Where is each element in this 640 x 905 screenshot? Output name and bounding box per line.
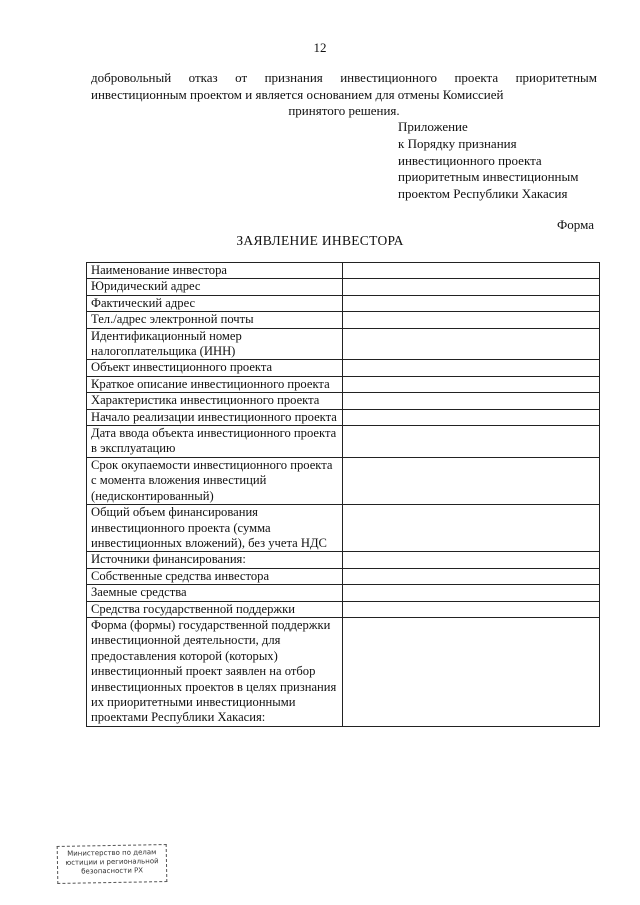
table-row: [87, 585, 600, 601]
row-value-field[interactable]: [343, 263, 600, 279]
row-label: Тел./адрес электронной почты: [87, 312, 343, 328]
row-label: Идентификационный номер налогоплательщика (ИНН): [87, 328, 343, 360]
stamp-line: Министерство по делам: [67, 848, 157, 858]
row-value-field[interactable]: [343, 312, 600, 328]
table-row: [87, 552, 600, 568]
appendix-line: инвестиционного проекта: [398, 152, 542, 168]
table-row: [87, 328, 600, 360]
appendix-line: Приложение: [398, 119, 468, 134]
row-label: Краткое описание инвестиционного проекта: [87, 376, 343, 392]
row-value-field[interactable]: [343, 585, 600, 601]
investor-application-table: [86, 262, 600, 727]
row-value-field[interactable]: [343, 457, 600, 504]
row-label: Источники финансирования:: [87, 552, 343, 568]
intro-last-line: принятого решения.: [288, 103, 400, 118]
appendix-note: [398, 119, 578, 203]
table-row: [87, 617, 600, 726]
row-label: Собственные средства инвестора: [87, 568, 343, 584]
table-row: [87, 426, 600, 458]
row-label: Фактический адрес: [87, 295, 343, 311]
row-value-field[interactable]: [343, 505, 600, 552]
row-label: Общий объем финансирования инвестиционного проекта (сумма инвестиционных вложений), без учета НДС: [87, 505, 343, 552]
page-number: 12: [313, 40, 327, 55]
table-row: [87, 295, 600, 311]
appendix-line: приоритетным инвестиционным: [398, 169, 579, 185]
row-label: Заемные средства: [87, 585, 343, 601]
row-value-field[interactable]: [343, 601, 600, 617]
table-row: [87, 360, 600, 376]
intro-paragraph: [91, 70, 597, 120]
document-title: ЗАЯВЛЕНИЕ ИНВЕСТОРА: [236, 233, 404, 248]
table-row: [87, 312, 600, 328]
row-label: Средства государственной поддержки: [87, 601, 343, 617]
row-label: Форма (формы) государственной поддержки инвестиционной деятельности, для предоставления которой (которых) инвестиционный проект заявлен на отбор инвестиционных проектов в целях признания их приоритетными инвестиционными проектами Республики Хакасия:: [87, 617, 343, 726]
row-value-field[interactable]: [343, 376, 600, 392]
table-row: [87, 505, 600, 552]
row-value-field[interactable]: [343, 393, 600, 409]
appendix-line: к Порядку признания: [398, 135, 517, 151]
table-row: [87, 263, 600, 279]
table-row: [87, 279, 600, 295]
row-label: Объект инвестиционного проекта: [87, 360, 343, 376]
ministry-stamp: [57, 844, 168, 884]
table-row: [87, 393, 600, 409]
row-value-field[interactable]: [343, 426, 600, 458]
table-row: [87, 409, 600, 425]
form-label: Форма: [557, 217, 594, 232]
row-value-field[interactable]: [343, 328, 600, 360]
table-row: [87, 601, 600, 617]
table-row: [87, 457, 600, 504]
row-value-field[interactable]: [343, 552, 600, 568]
row-label: Дата ввода объекта инвестиционного проекта в эксплуатацию: [87, 426, 343, 458]
row-value-field[interactable]: [343, 360, 600, 376]
row-label: Юридический адрес: [87, 279, 343, 295]
stamp-line: безопасности РХ: [81, 866, 144, 876]
row-value-field[interactable]: [343, 279, 600, 295]
table-row: [87, 376, 600, 392]
row-label: Наименование инвестора: [87, 263, 343, 279]
row-label: Срок окупаемости инвестиционного проекта с момента вложения инвестиций (недисконтированный): [87, 457, 343, 504]
row-value-field[interactable]: [343, 568, 600, 584]
row-value-field[interactable]: [343, 617, 600, 726]
row-label: Характеристика инвестиционного проекта: [87, 393, 343, 409]
row-label: Начало реализации инвестиционного проекта: [87, 409, 343, 425]
appendix-line: проектом Республики Хакасия: [398, 186, 568, 202]
row-value-field[interactable]: [343, 295, 600, 311]
row-value-field[interactable]: [343, 409, 600, 425]
table-row: [87, 568, 600, 584]
stamp-line: юстиции и региональной: [65, 857, 159, 867]
intro-text: добровольный отказ от признания инвестиционного проекта приоритетным инвестиционным проектом и является основанием для отмены Комиссией: [91, 70, 597, 102]
